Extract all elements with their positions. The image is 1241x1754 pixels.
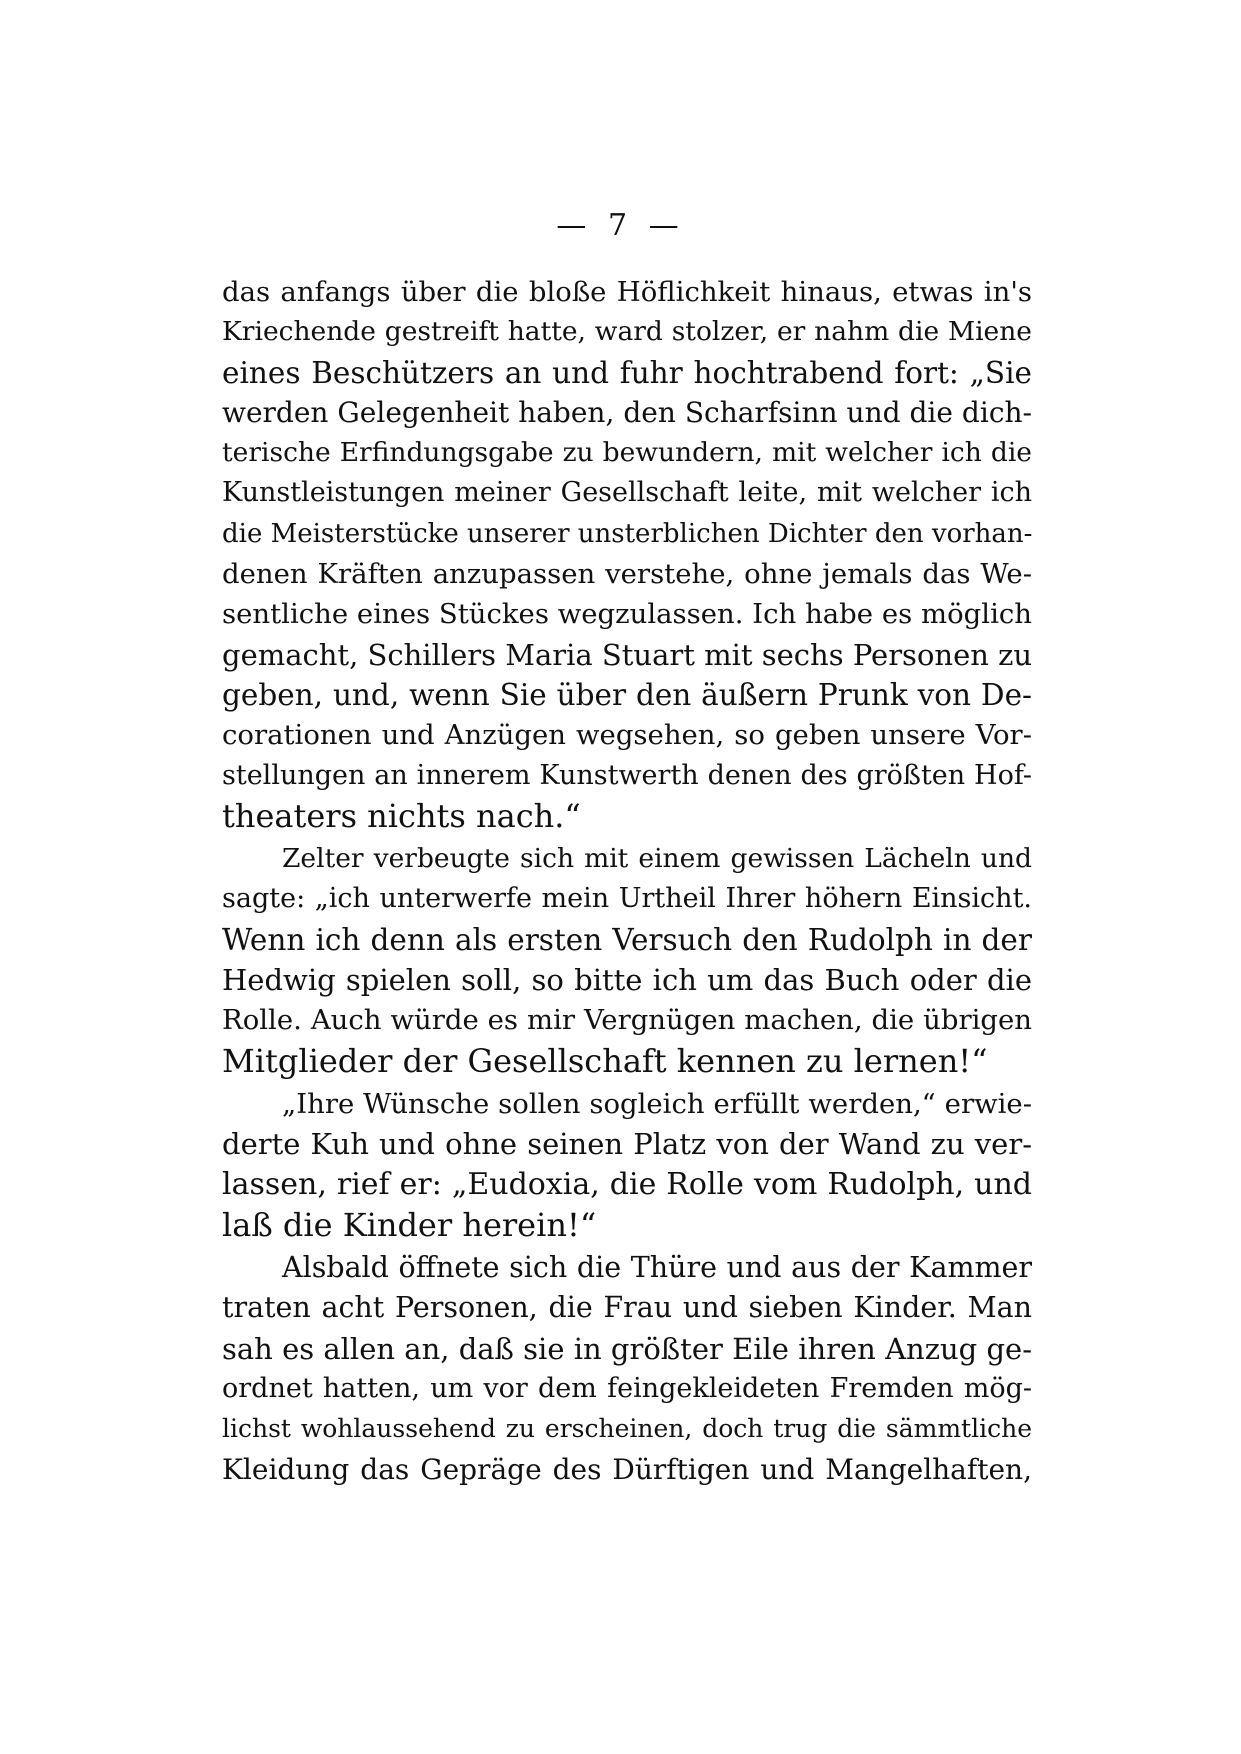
paragraph <box>222 839 1032 1081</box>
text-line: werden Gelegenheit haben, den Scharfsinn und die dich- <box>222 395 1032 429</box>
text-line: derte Kuh und ohne seinen Platz von der Wand zu ver- <box>222 1127 1032 1162</box>
text-line: sah es allen an, daß sie in größter Eile ihren Anzug ge- <box>222 1331 1032 1366</box>
text-line: „Ihre Wünsche sollen sogleich erfüllt werden,“ erwie- <box>282 1087 1032 1120</box>
text-line: Rolle. Auch würde es mir Vergnügen machen, die übrigen <box>222 1004 1032 1037</box>
text-line: traten acht Personen, die Frau und sieben Kinder. Man <box>222 1291 1032 1325</box>
text-line: Hedwig spielen soll, so bitte ich um das Buch oder die <box>222 963 1032 998</box>
text-line: geben, und, wenn Sie über den äußern Prunk von De- <box>222 677 1032 712</box>
text-line: denen Kräften anzupassen verstehe, ohne jemals das We- <box>222 558 1032 591</box>
paragraph <box>222 272 1032 836</box>
text-line: stellungen an innerem Kunstwerth denen des größten Hof- <box>222 759 1032 791</box>
text-line: das anfangs über die bloße Höflichkeit hinaus, etwas in's <box>222 276 1032 308</box>
text-line: gemacht, Schillers Maria Stuart mit sechs Personen zu <box>222 637 1032 672</box>
paragraph <box>222 1248 1032 1490</box>
body-text <box>222 272 1032 1490</box>
text-line: corationen und Anzügen wegsehen, so geben unsere Vor- <box>222 719 1032 752</box>
text-line: lichst wohlaussehend zu erscheinen, doch trug die sämmtliche <box>222 1414 1032 1444</box>
paragraph <box>222 1084 1032 1245</box>
text-line: sagte: „ich unterwerfe mein Urtheil Ihrer höhern Einsicht. <box>222 883 1032 915</box>
text-line: laß die Kinder herein!“ <box>222 1205 597 1244</box>
text-line: die Meisterstücke unserer unsterblichen Dichter den vorhan- <box>222 518 1032 549</box>
text-line: Zelter verbeugte sich mit einem gewissen Lächeln und <box>282 843 1032 875</box>
text-line: eines Beschützers an und fuhr hochtrabend fort: „Sie <box>222 355 1032 390</box>
text-line: Alsbald öffnete sich die Thüre und aus der Kammer <box>282 1251 1032 1285</box>
text-line: theaters nichts nach.“ <box>222 796 581 835</box>
text-line: Wenn ich denn als ersten Versuch den Rudolph in der <box>222 922 1032 957</box>
text-line: sentliche eines Stückes wegzulassen. Ich habe es möglich <box>222 598 1032 631</box>
text-line: Kriechende gestreift hatte, ward stolzer, er nahm die Miene <box>222 316 1032 348</box>
page-number-header: — 7 — <box>556 208 685 243</box>
text-line: lassen, rief er: „Eudoxia, die Rolle vom Rudolph, und <box>222 1166 1032 1202</box>
text-line: Mitglieder der Gesellschaft kennen zu lernen!“ <box>222 1041 988 1080</box>
text-line: Kleidung das Gepräge des Dürftigen und Mangelhaften, <box>222 1452 1032 1486</box>
text-line: Kunstleistungen meiner Gesellschaft leite, mit welcher ich <box>222 477 1032 509</box>
text-line: ordnet hatten, um vor dem feingekleideten Fremden mög- <box>222 1373 1032 1405</box>
text-line: terische Erfindungsgabe zu bewundern, mit welcher ich die <box>222 437 1032 469</box>
